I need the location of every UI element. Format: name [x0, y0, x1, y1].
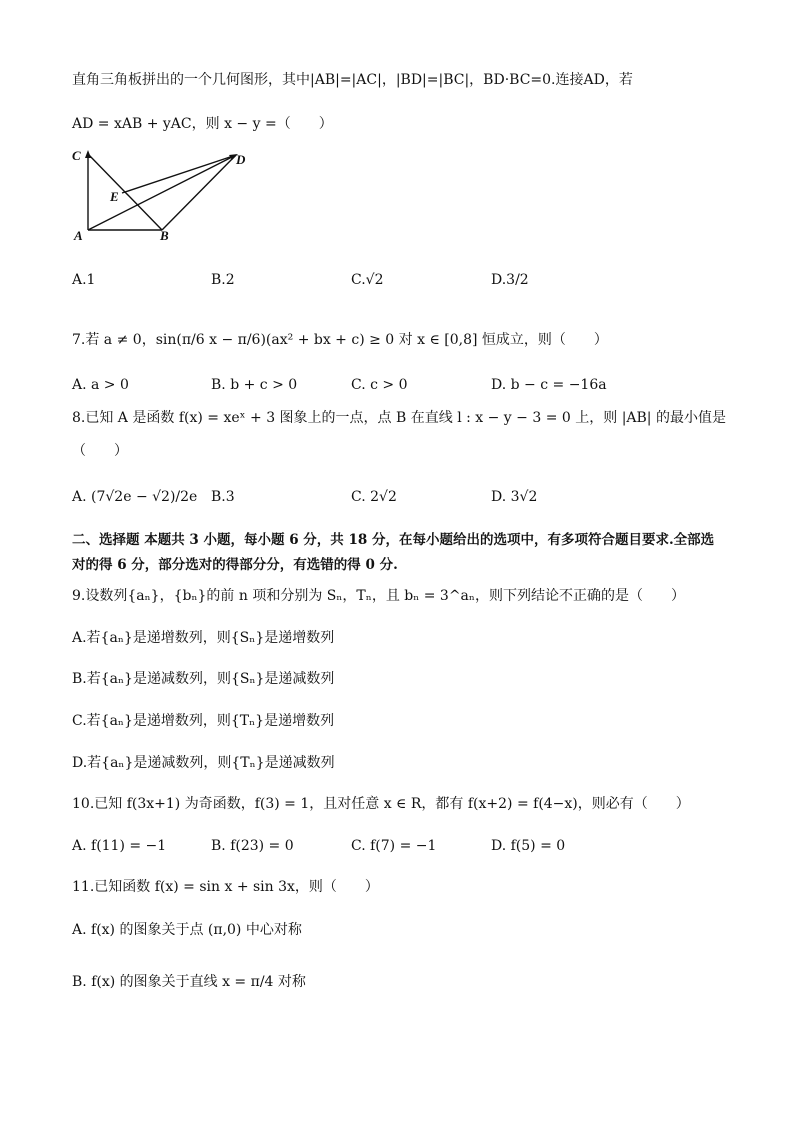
q8-option-b: B.3 [211, 489, 235, 505]
q7-option-b: B. b + c > 0 [211, 377, 298, 393]
label-e: E [110, 189, 119, 204]
q7-stem: 7.若 a ≠ 0，sin(π/6 x − π/6)(ax² + bx + c) ≥ 0 对 x ∈ [0,8] 恒成立，则（ ） [72, 332, 608, 348]
q8-paren: （ ） [72, 443, 128, 459]
q9-option-a: A.若{aₙ}是递增数列，则{Sₙ}是递增数列 [72, 630, 335, 646]
segment-ed [122, 155, 236, 193]
q6-line1: 直角三角板拼出的一个几何图形，其中|AB|=|AC|，|BD|=|BC|，BD·BC=0.连接AD，若 [72, 72, 633, 88]
q7-option-a: A. a > 0 [72, 377, 129, 393]
q10-option-b: B. f(23) = 0 [211, 838, 294, 854]
label-b: B [160, 228, 169, 243]
q11-stem: 11.已知函数 f(x) = sin x + sin 3x，则（ ） [72, 879, 379, 895]
q8-option-a: A. (7√2e − √2)/2e [72, 489, 198, 505]
label-d: D [236, 152, 246, 167]
q10-option-a: A. f(11) = −1 [72, 838, 167, 854]
q11-option-a: A. f(x) 的图象关于点 (π,0) 中心对称 [72, 922, 302, 938]
label-c: C [72, 148, 81, 163]
q10-option-c: C. f(7) = −1 [351, 838, 437, 854]
section2-title-line2: 对的得 6 分，部分选对的得部分分，有选错的得 0 分. [72, 557, 398, 573]
q6-option-d: D.3/2 [491, 272, 529, 288]
section2-title-line1: 二、选择题 本题共 3 小题，每小题 6 分，共 18 分，在每小题给出的选项中，有多项符合题目要求.全部选 [72, 532, 715, 548]
q6-line2: AD = xAB + yAC，则 x − y =（ ） [72, 116, 333, 132]
q10-option-d: D. f(5) = 0 [491, 838, 566, 854]
q9-stem: 9.设数列{aₙ}，{bₙ}的前 n 项和分别为 Sₙ，Tₙ，且 bₙ = 3^aₙ，则下列结论不正确的是（ ） [72, 588, 685, 604]
q7-option-d: D. b − c = −16a [491, 377, 607, 393]
label-a: A [74, 228, 83, 243]
q9-option-b: B.若{aₙ}是递减数列，则{Sₙ}是递减数列 [72, 671, 335, 687]
q8-stem: 8.已知 A 是函数 f(x) = xeˣ + 3 图象上的一点，点 B 在直线 l : x − y − 3 = 0 上，则 |AB| 的最小值是 [72, 410, 726, 426]
q10-stem: 10.已知 f(3x+1) 为奇函数，f(3) = 1，且对任意 x ∈ R，都有 f(x+2) = f(4−x)，则必有（ ） [72, 796, 690, 812]
q8-option-d: D. 3√2 [491, 489, 538, 505]
q9-option-c: C.若{aₙ}是递增数列，则{Tₙ}是递增数列 [72, 713, 335, 729]
q11-option-b: B. f(x) 的图象关于直线 x = π/4 对称 [72, 974, 306, 990]
q6-option-b: B.2 [211, 272, 235, 288]
q8-option-c: C. 2√2 [351, 489, 397, 505]
q6-option-c: C.√2 [351, 272, 384, 288]
q6-option-a: A.1 [72, 272, 96, 288]
q9-option-d: D.若{aₙ}是递减数列，则{Tₙ}是递减数列 [72, 755, 335, 771]
segment-bd [162, 155, 236, 230]
q7-option-c: C. c > 0 [351, 377, 408, 393]
arrow-c [85, 150, 91, 158]
q6-geometry-figure [70, 144, 270, 244]
